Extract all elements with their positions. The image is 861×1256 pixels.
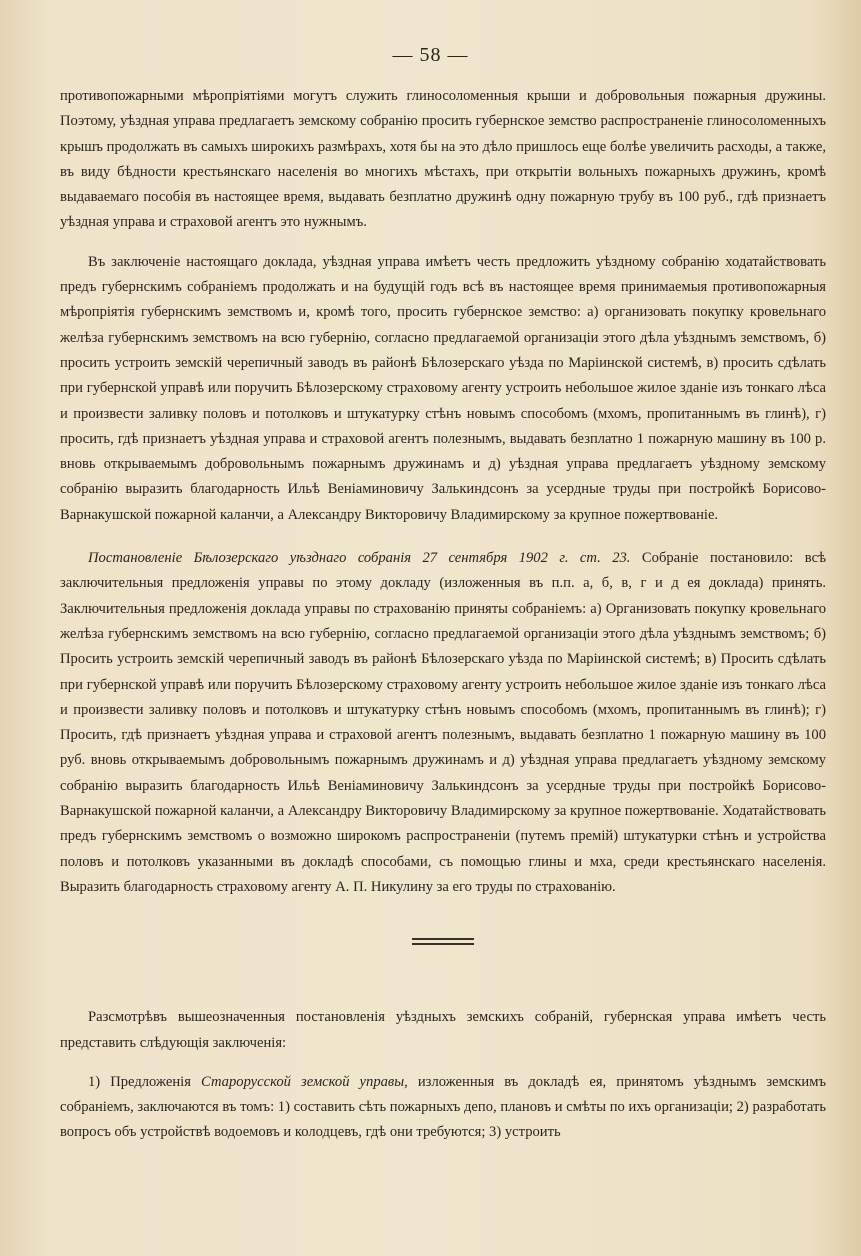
paragraph-1: противопожарными мѣропріятіями могутъ служить глиносоломенныя крыши и добровольныя пожарныя дружины. Поэтому, уѣздная управа предлагаетъ земскому собранію просить губернское земство распространеніе глиносоломенныхъ крышъ продолжать въ самыхъ широкихъ размѣрахъ, хотя бы на это дѣло пришлось еще болѣе увеличить расходы, а также, въ виду бѣдности крестьянскаго населенія во многихъ мѣстахъ, при открытіи вольныхъ пожарныхъ дружинъ, кромѣ выдаваемаго пособія въ настоящее время, выдавать безплатно дружинѣ одну пожарную трубу въ 100 руб., гдѣ признаетъ уѣздная управа и страховой агентъ это нужнымъ.: [60, 88, 826, 231]
resolution-text: Собраніе постановило: всѣ заключительныя предложенія управы по этому докладу (изложенныя въ п.п. а, б, в, г и д ея доклада) принять. Заключительныя предложенія доклада управы по страхованію приняты собраніемъ: а) Организовать покупку кровельнаго желѣза губернскимъ земствомъ на всю губернію, согласно предлагаемой организаціи этого дѣла уѣзднымъ земствомъ; б) Просить устроить земскій черепичный заводъ въ районѣ Бѣлозерскаго уѣзда по Маріинской системѣ; в) Просить сдѣлать при губернской управѣ или поручить Бѣлозерскому страховому агенту устроить небольшое жилое зданіе изъ тонкаго лѣса и произвести заливку половъ и потолковъ и штукатурку стѣнъ новымъ способомъ (мхомъ, пропитаннымъ въ глинѣ); г) Просить, гдѣ признаетъ уѣздная управа и страховой агентъ полезнымъ, выдавать безплатно 1 пожарную машину въ 100 руб. вновь открываемымъ добровольнымъ пожарнымъ дружинамъ и д) уѣздная управа предлагаетъ уѣздному земскому собранію выразить благодарность Ильѣ Веніаминовичу Залькиндсонъ за усердные труды при постройкѣ Борисово-Варнакушской пожарной каланчи, а Александру Викторовичу Владимирскому за крупное пожертвованіе. Ходатайствовать предъ губернскимъ земствомъ о возможно широкомъ распространеніи (путемъ премій) штукатурки стѣнъ и устройства половъ и потолковъ указанными въ докладѣ способами, съ помощью глины и мха, среди крестьянскаго населенія. Выразить благодарность страховому агенту А. П. Никулину за его труды по страхованію.: [60, 550, 827, 895]
document-body: [60, 84, 826, 1146]
paragraph-5-italic: Старорусской земской управы,: [201, 1073, 408, 1090]
resolution-heading: Постановленіе Бѣлозерскаго уѣзднаго собранія 27 сентября 1902 г. ст. 23.: [88, 550, 631, 567]
paragraph-4: Разсмотрѣвъ вышеозначенныя постановленія уѣздныхъ земскихъ собраній, губернская управа имѣетъ честь представить слѣдующія заключенія:: [60, 1009, 826, 1051]
paragraph-5-rest: изложенныя въ докладѣ ея, принятомъ уѣзднымъ земскимъ собраніемъ, заключаются въ томъ: 1) составить сѣть пожарныхъ депо, плановъ и смѣты по ихъ организаціи; 2) разработать вопросъ объ устройствѣ водоемовъ и колодцевъ, гдѣ они требуются; 3) устроить: [60, 1073, 827, 1141]
paragraph-3: [60, 546, 826, 900]
page-number: — 58 —: [392, 44, 469, 66]
paragraph-2: Въ заключеніе настоящаго доклада, уѣздная управа имѣетъ честь предложить уѣздному собранію ходатайствовать предъ губернскимъ собраніемъ продолжать и на будущій годъ всѣ въ настоящее время принимаемыя противопожарныя мѣропріятія губернскимъ земствомъ и, кромѣ того, просить губернское земство: а) организовать покупку кровельнаго желѣза губернскимъ земствомъ на всю губернію, согласно предлагаемой организаціи этого дѣла уѣзднымъ земствомъ, б) просить устроить земскій черепичный заводъ въ районѣ Бѣлозерскаго уѣзда по Маріинской системѣ, в) просить сдѣлать при губернской управѣ или поручить Бѣлозерскому страховому агенту устроить небольшое жилое зданіе изъ тонкаго лѣса и произвести заливку половъ и потолковъ и штукатурку стѣнъ новымъ способомъ (мхомъ, пропитаннымъ въ глинѣ), г) просить, гдѣ признаетъ уѣздная управа и страховой агентъ полезнымъ, выдавать безплатно 1 пожарную машину въ 100 р. вновь открываемымъ добровольнымъ пожарнымъ дружинамъ и д) уѣздная управа предлагаетъ уѣздному земскому собранію выразить благодарность Ильѣ Веніаминовичу Залькиндсонъ за усердные труды при постройкѣ Борисово-Варнакушской пожарной каланчи, а Александру Викторовичу Владимирскому за крупное пожертвованіе.: [60, 253, 826, 523]
section-divider: [412, 938, 474, 945]
paragraph-5: [60, 1070, 826, 1146]
paragraph-5-start: 1) Предложенія: [88, 1073, 191, 1090]
